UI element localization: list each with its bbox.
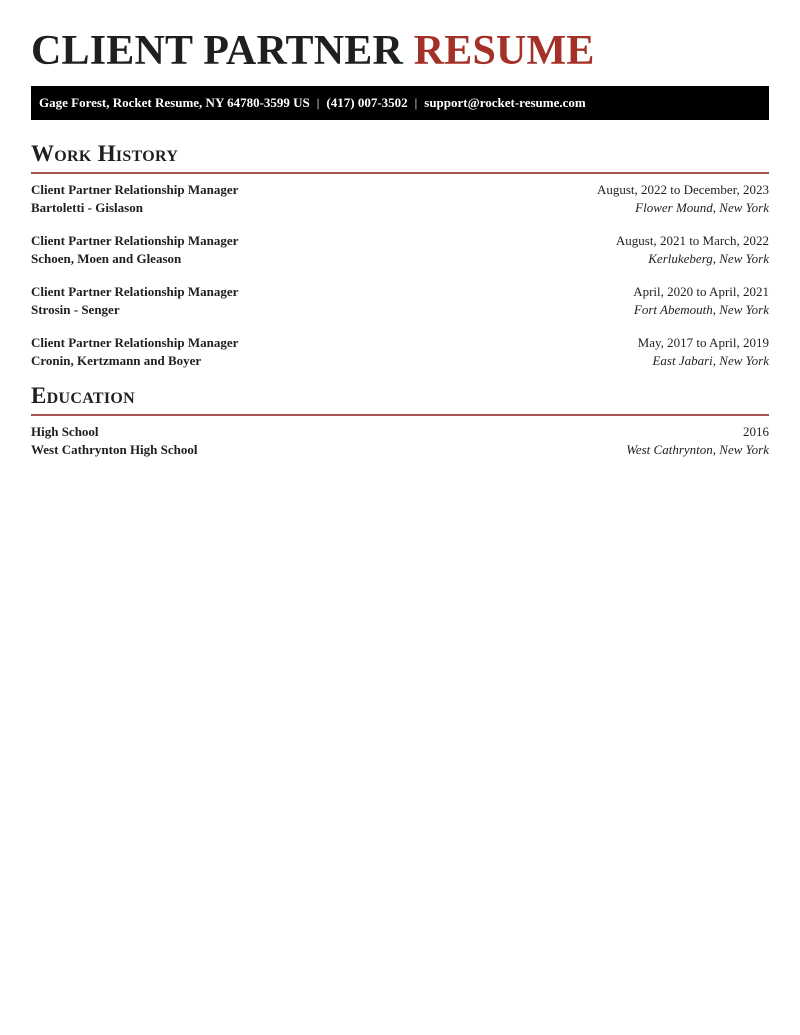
work-company: Schoen, Moen and Gleason — [31, 251, 182, 266]
work-entry — [31, 334, 769, 370]
education-degree: High School — [31, 424, 99, 439]
work-dates: May, 2017 to April, 2019 — [637, 335, 769, 350]
work-position: Client Partner Relationship Manager — [31, 335, 239, 350]
work-company: Cronin, Kertzmann and Boyer — [31, 353, 202, 368]
education-location: West Cathrynton, New York — [626, 442, 769, 457]
work-position: Client Partner Relationship Manager — [31, 182, 239, 197]
work-history-heading: Work History — [31, 141, 179, 166]
work-dates: August, 2021 to March, 2022 — [615, 233, 769, 248]
contact-separator: | — [414, 95, 418, 110]
work-location: Flower Mound, New York — [635, 200, 769, 215]
work-history-divider — [31, 172, 769, 174]
resume-title — [31, 26, 595, 76]
contact-bar — [31, 86, 769, 120]
contact-phone: (417) 007-3502 — [326, 95, 408, 110]
contact-separator: | — [316, 95, 320, 110]
contact-email[interactable]: support@rocket-resume.com — [424, 95, 586, 110]
education-entry — [31, 423, 769, 459]
work-position: Client Partner Relationship Manager — [31, 233, 239, 248]
work-company: Bartoletti - Gislason — [31, 200, 143, 215]
work-dates: August, 2022 to December, 2023 — [596, 182, 769, 197]
work-entry — [31, 181, 769, 217]
education-divider — [31, 414, 769, 416]
title-main: CLIENT PARTNER — [31, 28, 404, 74]
work-entry — [31, 283, 769, 319]
work-position: Client Partner Relationship Manager — [31, 284, 239, 299]
work-dates: April, 2020 to April, 2021 — [633, 284, 769, 299]
education-school: West Cathrynton High School — [31, 442, 198, 457]
work-company: Strosin - Senger — [31, 302, 120, 317]
education-year: 2016 — [743, 424, 769, 439]
education-heading: Education — [31, 383, 135, 408]
work-location: Kerlukeberg, New York — [648, 251, 769, 266]
contact-address: Gage Forest, Rocket Resume, NY 64780-3599 US — [39, 95, 310, 110]
title-accent: RESUME — [413, 28, 595, 74]
work-entry — [31, 232, 769, 268]
work-location: Fort Abemouth, New York — [633, 302, 769, 317]
work-location: East Jabari, New York — [652, 353, 769, 368]
